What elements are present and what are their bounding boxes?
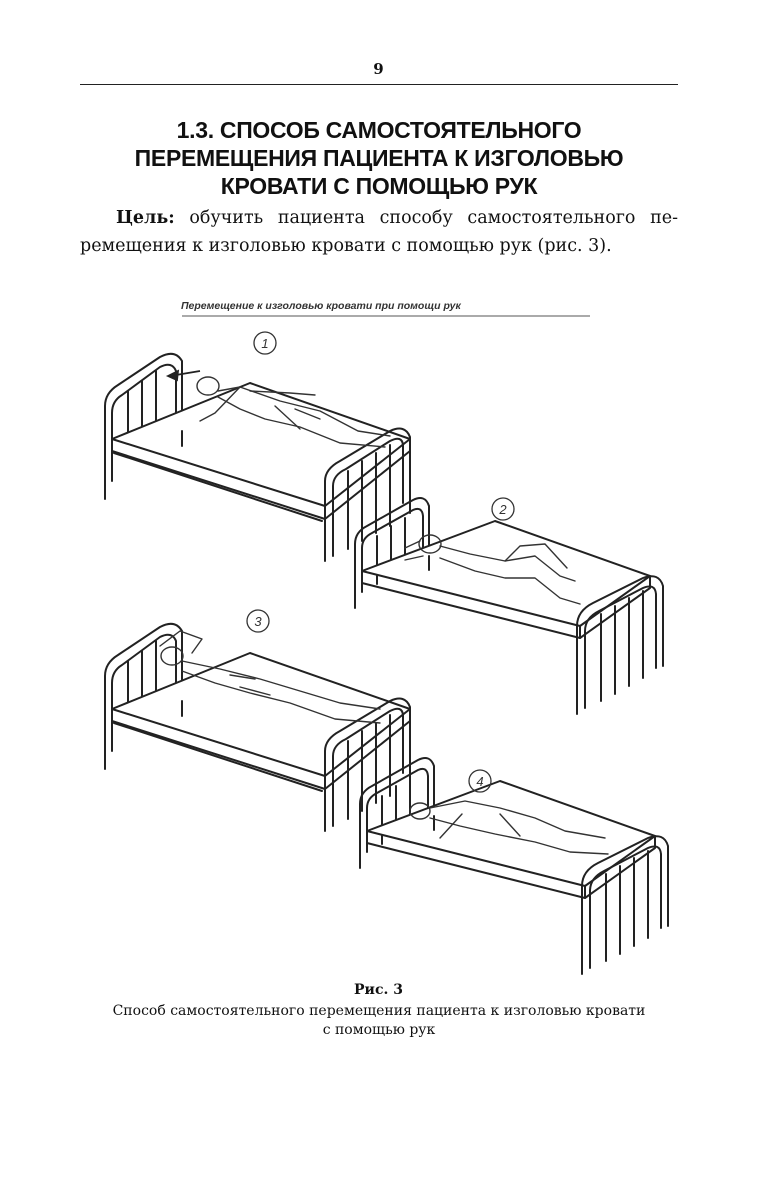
bed-drawings [90, 286, 680, 976]
page-number: 9 [373, 60, 384, 78]
goal-line-1 [80, 204, 678, 232]
bed-3 [105, 610, 410, 831]
section-heading [80, 116, 678, 200]
goal-text-1: обучить пациента способу самостоятельного пе- [174, 208, 678, 228]
goal-label: Цель: [116, 208, 175, 228]
bed-2 [355, 498, 663, 714]
header-rule [80, 84, 678, 85]
heading-line: КРОВАТИ С ПОМОЩЬЮ РУК [220, 173, 538, 199]
figure-caption [80, 1002, 678, 1040]
figure-inner-title: Перемещение к изголовью кровати при помощи рук [181, 300, 461, 312]
caption-line: с помощью рук [322, 1022, 436, 1038]
caption-line: Способ самостоятельного перемещения пациента к изголовью кровати [112, 1003, 646, 1019]
goal-paragraph [80, 204, 678, 260]
figure-illustration [90, 286, 680, 976]
figure-number: Рис. 3 [354, 982, 403, 998]
step-2-label: 2 [499, 502, 507, 517]
goal-line-2: ремещения к изголовью кровати с помощью рук (рис. 3). [80, 236, 612, 256]
bed-4 [360, 758, 668, 974]
step-4-label: 4 [476, 774, 484, 789]
heading-line: 1.3. СПОСОБ САМОСТОЯТЕЛЬНОГО [176, 117, 582, 143]
step-3-label: 3 [254, 614, 262, 629]
step-1-label: 1 [261, 336, 269, 351]
heading-line: ПЕРЕМЕЩЕНИЯ ПАЦИЕНТА К ИЗГОЛОВЬЮ [134, 145, 624, 171]
